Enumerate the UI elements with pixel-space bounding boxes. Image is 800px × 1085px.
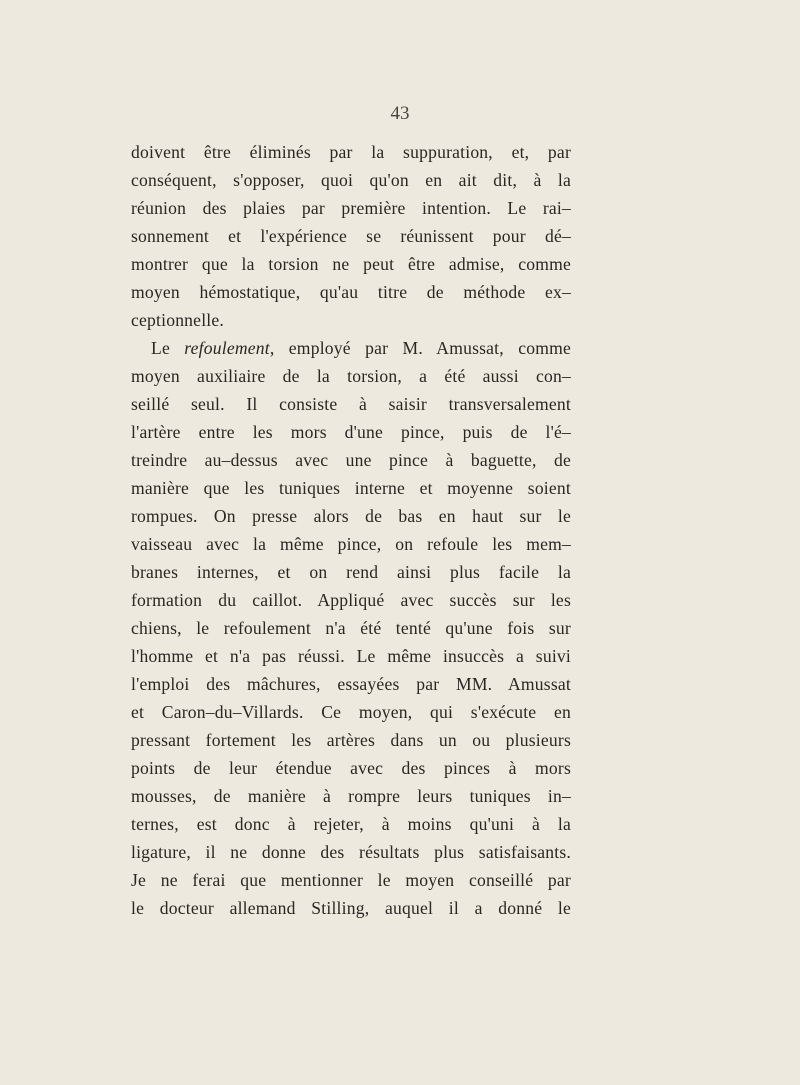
text-line: Je ne ferai que mentionner le moyen conseillé par: [131, 870, 571, 890]
text-line: pressant fortement les artères dans un ou plusieurs: [131, 730, 571, 750]
text-line: mousses, de manière à rompre leurs tuniques in–: [131, 786, 571, 806]
text-line: montrer que la torsion ne peut être admise, comme: [131, 254, 571, 274]
text-line: manière que les tuniques interne et moyenne soient: [131, 478, 571, 498]
text-line: sonnement et l'expérience se réunissent pour dé–: [131, 226, 571, 246]
text-line: conséquent, s'opposer, quoi qu'on en ait dit, à la: [131, 170, 571, 190]
text-line: moyen hémostatique, qu'au titre de méthode ex–: [131, 282, 571, 302]
text-line: moyen auxiliaire de la torsion, a été aussi con–: [131, 366, 571, 386]
text-line: l'artère entre les mors d'une pince, puis de l'é–: [131, 422, 571, 442]
text-run: , employé par M. Amussat, comme: [269, 338, 571, 358]
text-line: points de leur étendue avec des pinces à mors: [131, 758, 571, 778]
text-line: formation du caillot. Appliqué avec succès sur les: [131, 590, 571, 610]
text-line: vaisseau avec la même pince, on refoule les mem–: [131, 534, 571, 554]
text-run: Le: [151, 338, 185, 358]
text-line: branes internes, et on rend ainsi plus facile la: [131, 562, 571, 582]
body-text: [131, 138, 571, 922]
text-line: l'emploi des mâchures, essayées par MM. Amussat: [131, 674, 571, 694]
text-line: seillé seul. Il consiste à saisir transversalement: [131, 394, 571, 414]
paragraph-start-line: [131, 334, 571, 362]
page-number: 43: [390, 103, 410, 124]
text-line: ceptionnelle.: [131, 310, 224, 330]
text-line: treindre au–dessus avec une pince à baguette, de: [131, 450, 571, 470]
italic-term: refoulement: [184, 338, 270, 358]
text-line: rompues. On presse alors de bas en haut sur le: [131, 506, 571, 526]
text-line: et Caron–du–Villards. Ce moyen, qui s'exécute en: [131, 702, 571, 722]
text-line: le docteur allemand Stilling, auquel il a donné le: [131, 898, 571, 918]
text-line: doivent être éliminés par la suppuration, et, par: [131, 142, 571, 162]
text-line: ligature, il ne donne des résultats plus satisfaisants.: [131, 842, 571, 862]
text-line: chiens, le refoulement n'a été tenté qu'une fois sur: [131, 618, 571, 638]
text-line: ternes, est donc à rejeter, à moins qu'uni à la: [131, 814, 571, 834]
text-line: l'homme et n'a pas réussi. Le même insuccès a suivi: [131, 646, 571, 666]
text-line: réunion des plaies par première intention. Le rai–: [131, 198, 571, 218]
